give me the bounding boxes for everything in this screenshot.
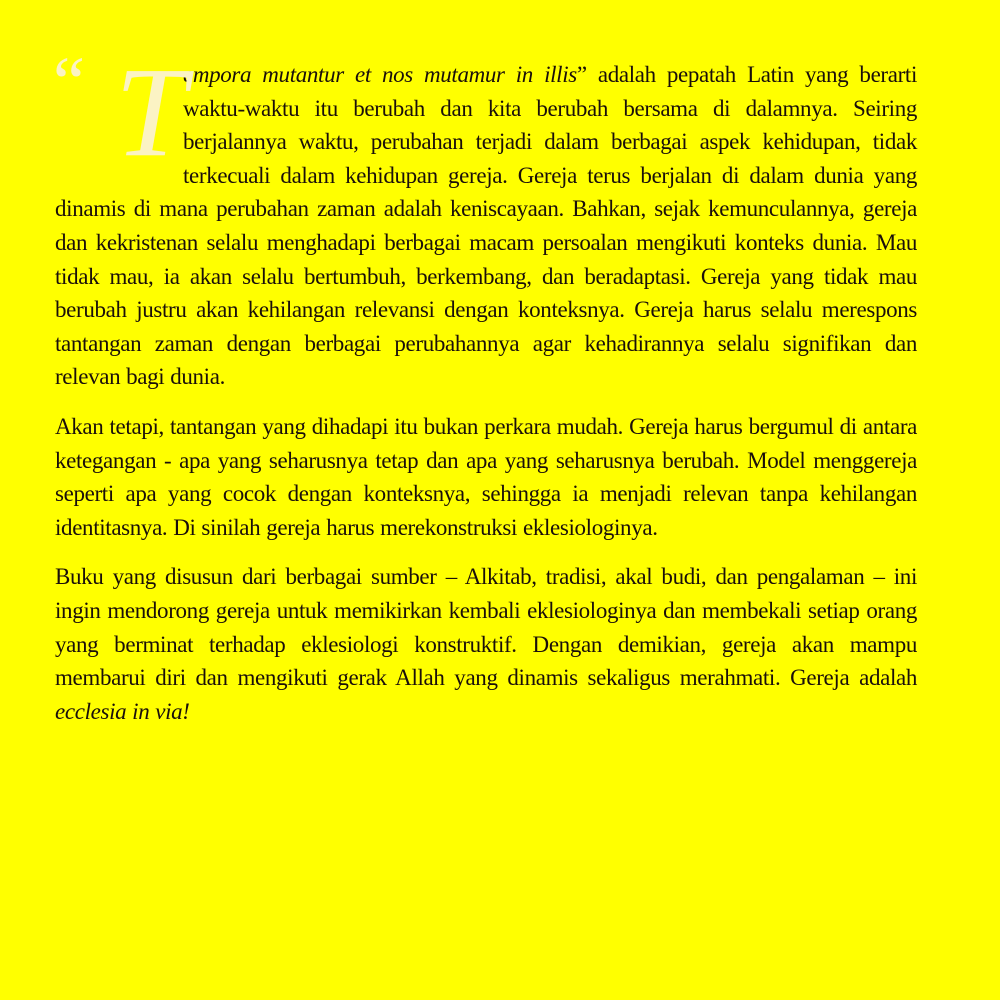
latin-proverb: empora mutantur et nos mutamur in illis <box>183 62 577 87</box>
second-paragraph <box>55 410 917 544</box>
closing-quote-mark: ” <box>576 62 587 87</box>
opening-quote-mark: “ <box>53 42 85 122</box>
drop-cap-block <box>53 41 186 183</box>
closing-latin-phrase: ecclesia in via! <box>55 698 190 724</box>
third-paragraph <box>55 560 917 728</box>
third-paragraph-text: Buku yang disusun dari berbagai sumber – Alkitab, tradisi, akal budi, dan pengalaman – ini ingin mendorong gereja untuk memikirkan kembali eklesiologinya dan membekali setiap orang yang berminat terhadap eklesiologi konstruktif. Dengan demikian, gereja akan mampu membarui diri dan mengikuti gerak Allah yang dinamis sekaligus merahmati. Gereja adalah <box>55 564 917 691</box>
second-paragraph-text: Akan tetapi, tantangan yang dihadapi itu bukan perkara mudah. Gereja harus bergumul di antara ketegangan - apa yang seharusnya tetap dan apa yang seharusnya berubah. Model menggereja seperti apa yang cocok dengan konteksnya, sehingga ia menjadi relevan tanpa kehilangan identitasnya. Di sinilah gereja harus merekonstruksi eklesiologinya. <box>55 413 917 540</box>
back-cover-text <box>53 41 917 744</box>
intro-body-text: adalah pepatah Latin yang berarti waktu-waktu itu berubah dan kita berubah bersama di dalamnya. Seiring berjalannya waktu, perubahan terjadi dalam berbagai aspek kehidupan, tidak terkecuali dalam kehidupan gereja. Gereja terus berjalan di dalam dunia yang dinamis di mana perubahan zaman adalah keniscayaan. Bahkan, sejak kemunculannya, gereja dan kekristenan selalu menghadapi berbagai macam persoalan mengikuti konteks dunia. Mau tidak mau, ia akan selalu bertumbuh, berkembang, dan beradaptasi. Gereja yang tidak mau berubah justru akan kehilangan relevansi dengan konteksnya. Gereja harus selalu merespons tantangan zaman dengan berbagai perubahannya agar kehadirannya selalu signifikan dan relevan bagi dunia. <box>55 62 917 390</box>
intro-paragraph <box>53 41 917 394</box>
drop-cap-letter: T <box>115 41 186 183</box>
